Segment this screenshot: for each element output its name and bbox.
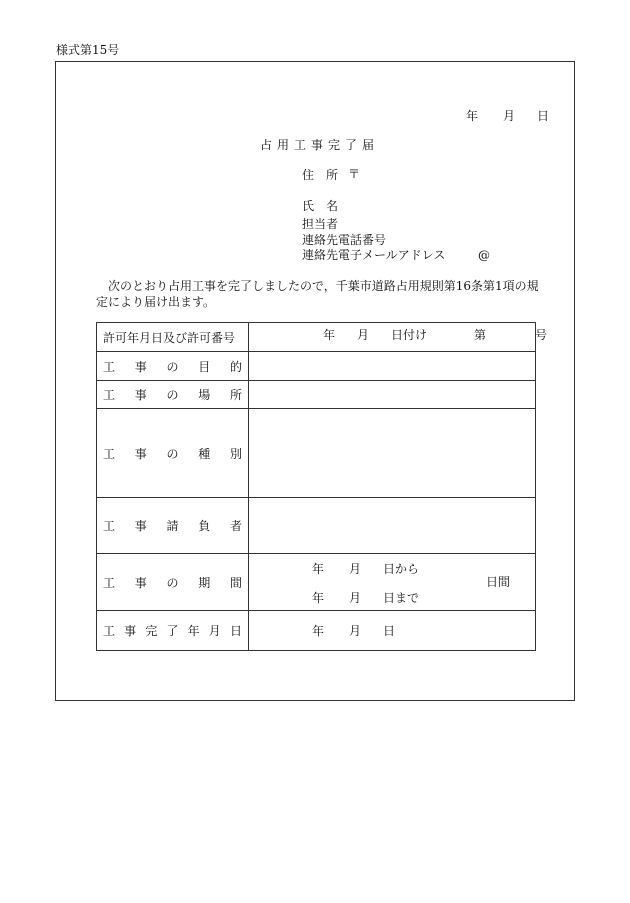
- purpose-label: [97, 352, 249, 381]
- permit-day: 日付け: [391, 328, 428, 342]
- label-char: 工: [103, 446, 116, 461]
- label-char: 期: [198, 575, 211, 590]
- completion-table: [96, 322, 548, 651]
- label-char: 日: [229, 624, 242, 638]
- permit-value: [249, 323, 548, 352]
- label-char: 工: [103, 359, 116, 374]
- table-row: [97, 323, 536, 352]
- location-label: [97, 381, 249, 409]
- period-to-day: 日まで: [383, 591, 420, 605]
- label-char: 工: [103, 388, 116, 402]
- label-char: 所: [229, 388, 242, 402]
- postal-mark: 〒: [348, 167, 361, 181]
- label-char: 負: [198, 519, 211, 533]
- label-char: 工: [103, 519, 116, 533]
- label-char: 工: [103, 624, 116, 638]
- label-char: 間: [229, 575, 242, 590]
- permit-label: [97, 323, 249, 352]
- label-char: 事: [134, 519, 147, 533]
- label-char: 目: [198, 359, 211, 374]
- contractor-value: [249, 498, 536, 554]
- completion-date-value: [249, 611, 536, 651]
- email-label: 連絡先電子メールアドレス: [302, 248, 446, 262]
- completion-day: 日: [383, 624, 396, 638]
- label-char: の: [166, 359, 179, 374]
- label-char: の: [166, 446, 179, 461]
- purpose-value: [249, 352, 536, 381]
- header-date-day: 日: [537, 109, 550, 123]
- label-char: 完: [145, 624, 158, 638]
- period-from-year: 年: [312, 562, 325, 576]
- label-char: の: [166, 575, 179, 590]
- label-char: 的: [229, 359, 242, 374]
- period-to-year: 年: [312, 591, 325, 605]
- completion-month: 月: [349, 624, 362, 638]
- table-row: [97, 409, 536, 498]
- location-value: [249, 381, 536, 409]
- label-char: 事: [134, 575, 147, 590]
- period-from-day: 日から: [383, 562, 420, 576]
- permit-go: 号: [535, 328, 548, 342]
- label-char: 者: [229, 519, 242, 533]
- at-mark: @: [478, 248, 490, 262]
- table-row: [97, 381, 536, 409]
- name-label: 氏 名: [302, 199, 339, 213]
- period-label: [97, 554, 249, 611]
- period-from-month: 月: [349, 562, 362, 576]
- period-days: 日間: [486, 575, 511, 589]
- table-row: [97, 611, 536, 651]
- header-date-year: 年: [466, 109, 479, 123]
- person-in-charge-label: 担当者: [302, 217, 339, 231]
- permit-month: 月: [357, 328, 370, 342]
- label-char: 事: [124, 624, 137, 638]
- label-char: 月: [208, 624, 221, 638]
- phone-label: 連絡先電話番号: [302, 233, 387, 247]
- document-title: 占用工事完了届: [260, 138, 380, 152]
- permit-label-text: 許可年月日及び許可番号: [103, 330, 236, 345]
- label-char: 工: [103, 575, 116, 590]
- table-row: [97, 352, 536, 381]
- label-char: 請: [166, 519, 179, 533]
- label-char: 事: [134, 359, 147, 374]
- label-char: 場: [198, 388, 211, 402]
- label-char: 事: [134, 446, 147, 461]
- permit-year: 年: [323, 328, 336, 342]
- completion-date-label: [97, 611, 249, 651]
- label-char: 年: [187, 624, 200, 638]
- label-char: 了: [166, 624, 179, 638]
- label-char: 種: [198, 446, 211, 461]
- table-row: [97, 554, 536, 611]
- completion-year: 年: [312, 624, 325, 638]
- table-row: [97, 498, 536, 554]
- header-date-month: 月: [503, 109, 516, 123]
- type-label: [97, 409, 249, 498]
- declaration-text: 次のとおり占用工事を完了しましたので，千葉市道路占用規則第16条第1項の規定により届け出ます。: [96, 279, 539, 309]
- period-to-month: 月: [349, 591, 362, 605]
- period-value: [249, 554, 536, 611]
- label-char: 事: [134, 388, 147, 402]
- type-value: [249, 409, 536, 498]
- address-label: 住 所: [302, 168, 339, 182]
- label-char: の: [166, 388, 179, 402]
- permit-dai: 第: [474, 328, 487, 342]
- form-number: 様式第15号: [56, 43, 120, 57]
- label-char: 別: [229, 446, 242, 461]
- contractor-label: [97, 498, 249, 554]
